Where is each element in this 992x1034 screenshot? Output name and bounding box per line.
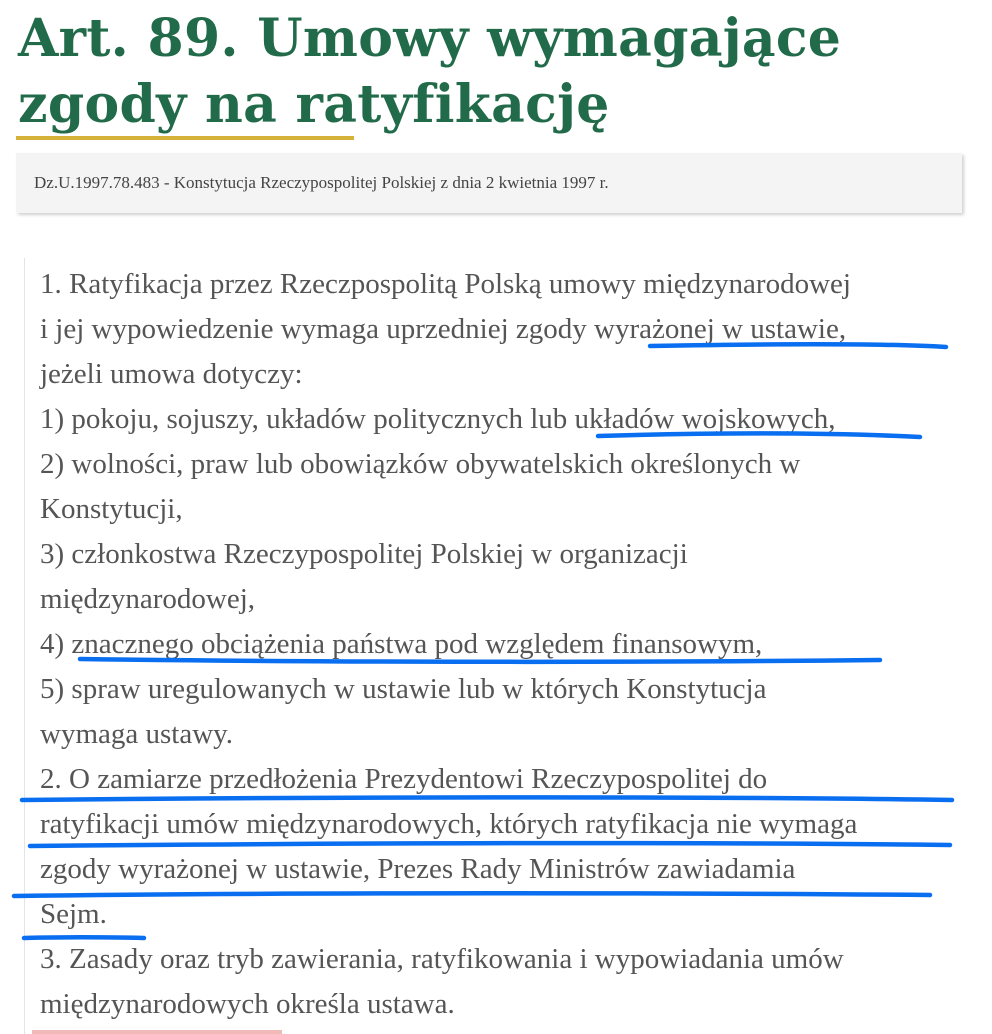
paragraph-line: międzynarodowych określa ustawa. (40, 988, 455, 1020)
article-body (40, 262, 980, 1027)
paragraph-line: jeżeli umowa dotyczy: (40, 358, 303, 390)
paragraph-line: i jej wypowiedzenie wymaga uprzedniej zgody wyrażonej w ustawie, (40, 313, 847, 345)
body-left-border (24, 258, 25, 1034)
list-item-line: 5) spraw uregulowanych w ustawie lub w których Konstytucja (40, 673, 767, 705)
list-item-line: 4) znacznego obciążenia państwa pod względem finansowym, (40, 628, 763, 660)
source-citation: Dz.U.1997.78.483 - Konstytucja Rzeczypospolitej Polskiej z dnia 2 kwietnia 1997 r. (16, 153, 962, 213)
paragraph-line: 3. Zasady oraz tryb zawierania, ratyfikowania i wypowiadania umów (40, 943, 844, 975)
list-item-line: Konstytucji, (40, 493, 183, 525)
paragraph-line: 1. Ratyfikacja przez Rzeczpospolitą Polską umowy międzynarodowej (40, 268, 851, 300)
title-underline (16, 136, 354, 140)
highlight-fragment (32, 1030, 282, 1034)
list-item-line: 2) wolności, praw lub obowiązków obywatelskich określonych w (40, 448, 801, 480)
list-item-line: 1) pokoju, sojuszy, układów politycznych lub układów wojskowych, (40, 403, 836, 435)
paragraph-line: 2. O zamiarze przedłożenia Prezydentowi Rzeczypospolitej do (40, 763, 768, 795)
list-item-line: 3) członkostwa Rzeczypospolitej Polskiej w organizacji (40, 538, 688, 570)
list-item-line: międzynarodowej, (40, 583, 256, 615)
paragraph-line: zgody wyrażonej w ustawie, Prezes Rady Ministrów zawiadamia (40, 853, 796, 885)
paragraph-line: ratyfikacji umów międzynarodowych, których ratyfikacja nie wymaga (40, 808, 858, 840)
article-title: Art. 89. Umowy wymagające zgody na ratyfikację (18, 8, 842, 135)
list-item-line: wymaga ustawy. (40, 718, 234, 750)
paragraph-line: Sejm. (40, 898, 107, 930)
